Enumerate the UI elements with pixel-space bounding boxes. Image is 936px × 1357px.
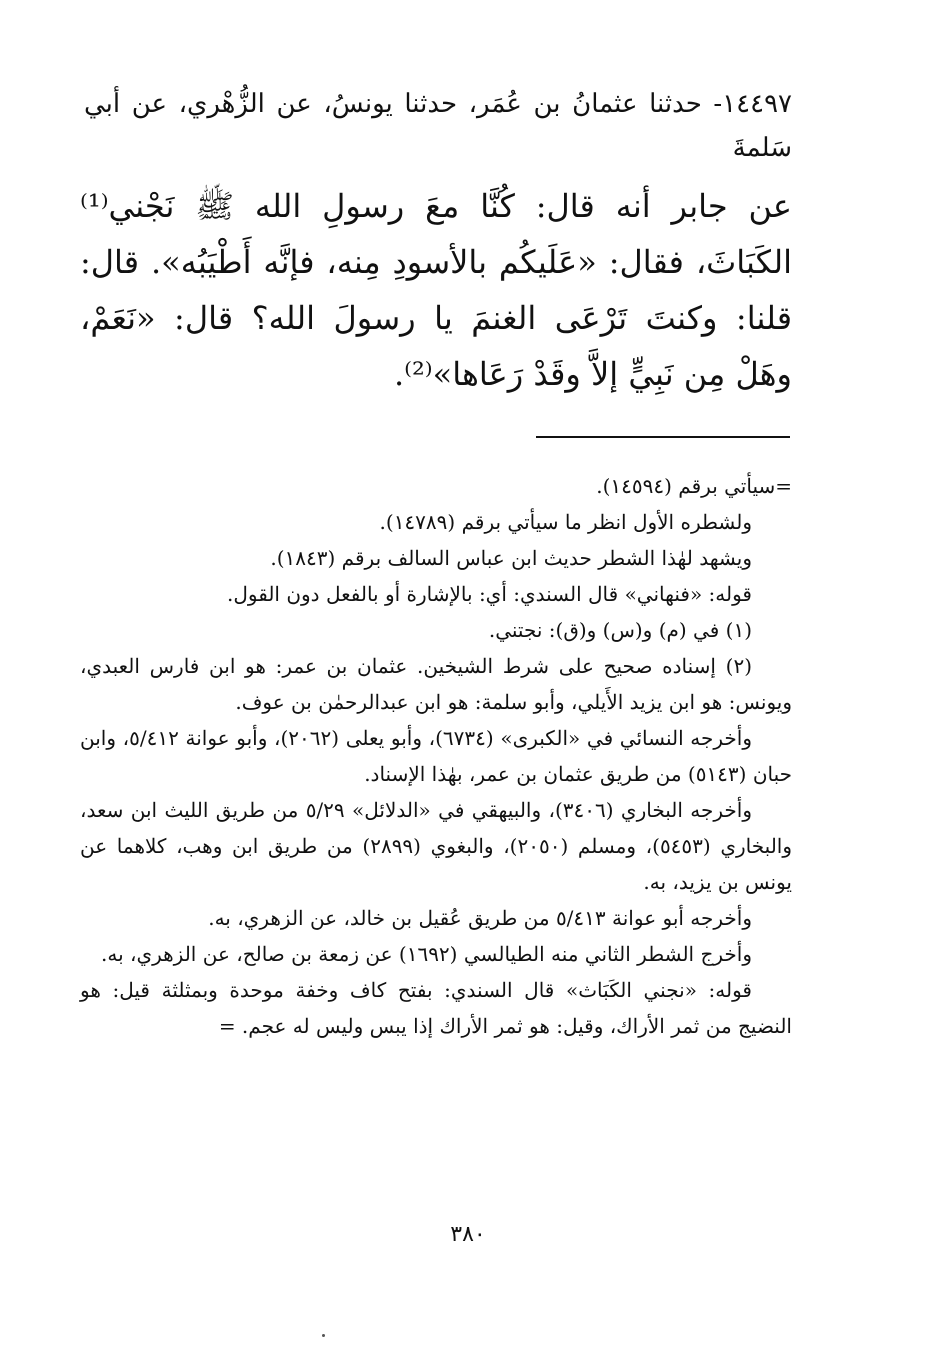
footnotes xyxy=(80,468,792,1044)
footnote-separator xyxy=(536,436,790,438)
page-number: ٣٨٠ xyxy=(450,1222,486,1247)
footnote-paragraph: وأخرجه أبو عوانة ٥/٤١٣ من طريق عُقيل بن خالد، عن الزهري، به. xyxy=(208,906,752,930)
footnote-paragraph: ويشهد لهٰذا الشطر حديث ابن عباس السالف برقم (١٨٤٣). xyxy=(270,546,752,570)
hadith-matn: عن جابر أنه قال: كُنَّا معَ رسولِ الله ﷺ نَجْني⁽¹⁾ الكَبَاثَ، فقال: «عَلَيكُم بالأسودِ مِنه، فإنَّه أَطْيَبُه». قال: قلنا: وكنتَ تَرْعَى الغنمَ يا رسولَ الله؟ قال: «نَعَمْ، وهَلْ مِن نَبِيٍّ إلاَّ وقَدْ رَعَاها»⁽²⁾. xyxy=(80,187,793,393)
footnote-paragraph: (١) في (م) و(س) و(ق): نجتني. xyxy=(488,618,752,642)
footnote-paragraph: قوله: «نجني الكَبَاث» قال السندي: بفتح كاف وخفة موحدة وبمثلثة قيل: هو النضيج من ثمر الأراك، وقيل: هو ثمر الأراك إذا يبس وليس له عجم. = xyxy=(80,978,792,1038)
footnote-paragraph: قوله: «فنهاني» قال السندي: أي: بالإشارة أو بالفعل دون القول. xyxy=(226,582,752,606)
footnote-paragraph: (٢) إسناده صحيح على شرط الشيخين. عثمان بن عمر: هو ابن فارس العبدي، ويونس: هو ابن يزيد الأَيلي، وأبو سلمة: هو ابن عبدالرحمٰن بن عوف. xyxy=(80,654,792,714)
footnote-paragraph: وأخرجه النسائي في «الكبرى» (٦٧٣٤)، وأبو يعلى (٢٠٦٢)، وأبو عوانة ٥/٤١٢، وابن حبان (٥١٤٣) من طريق عثمان بن عمر، بهٰذا الإسناد. xyxy=(80,726,792,786)
footnote-paragraph: وأخرجه البخاري (٣٤٠٦)، والبيهقي في «الدلائل» ٥/٢٩ من طريق الليث ابن سعد، والبخاري (٥٤٥٣)، ومسلم (٢٠٥٠)، والبغوي (٢٨٩٩) من طريق ابن وهب، كلاهما عن يونس بن يزيد، به. xyxy=(80,798,793,894)
footnote-paragraph: ولشطره الأول انظر ما سيأتي برقم (١٤٧٨٩). xyxy=(379,510,752,534)
footnote-paragraph: =سيأتي برقم (١٤٥٩٤). xyxy=(596,474,792,498)
hadith-isnad: ١٤٤٩٧- حدثنا عثمانُ بن عُمَر، حدثنا يونسُ، عن الزُّهْري، عن أبي سَلمةَ xyxy=(84,89,792,163)
scan-speck xyxy=(322,1334,325,1337)
footnote-paragraph: وأخرج الشطر الثاني منه الطيالسي (١٦٩٢) عن زمعة بن صالح، عن الزهري، به. xyxy=(100,942,752,966)
